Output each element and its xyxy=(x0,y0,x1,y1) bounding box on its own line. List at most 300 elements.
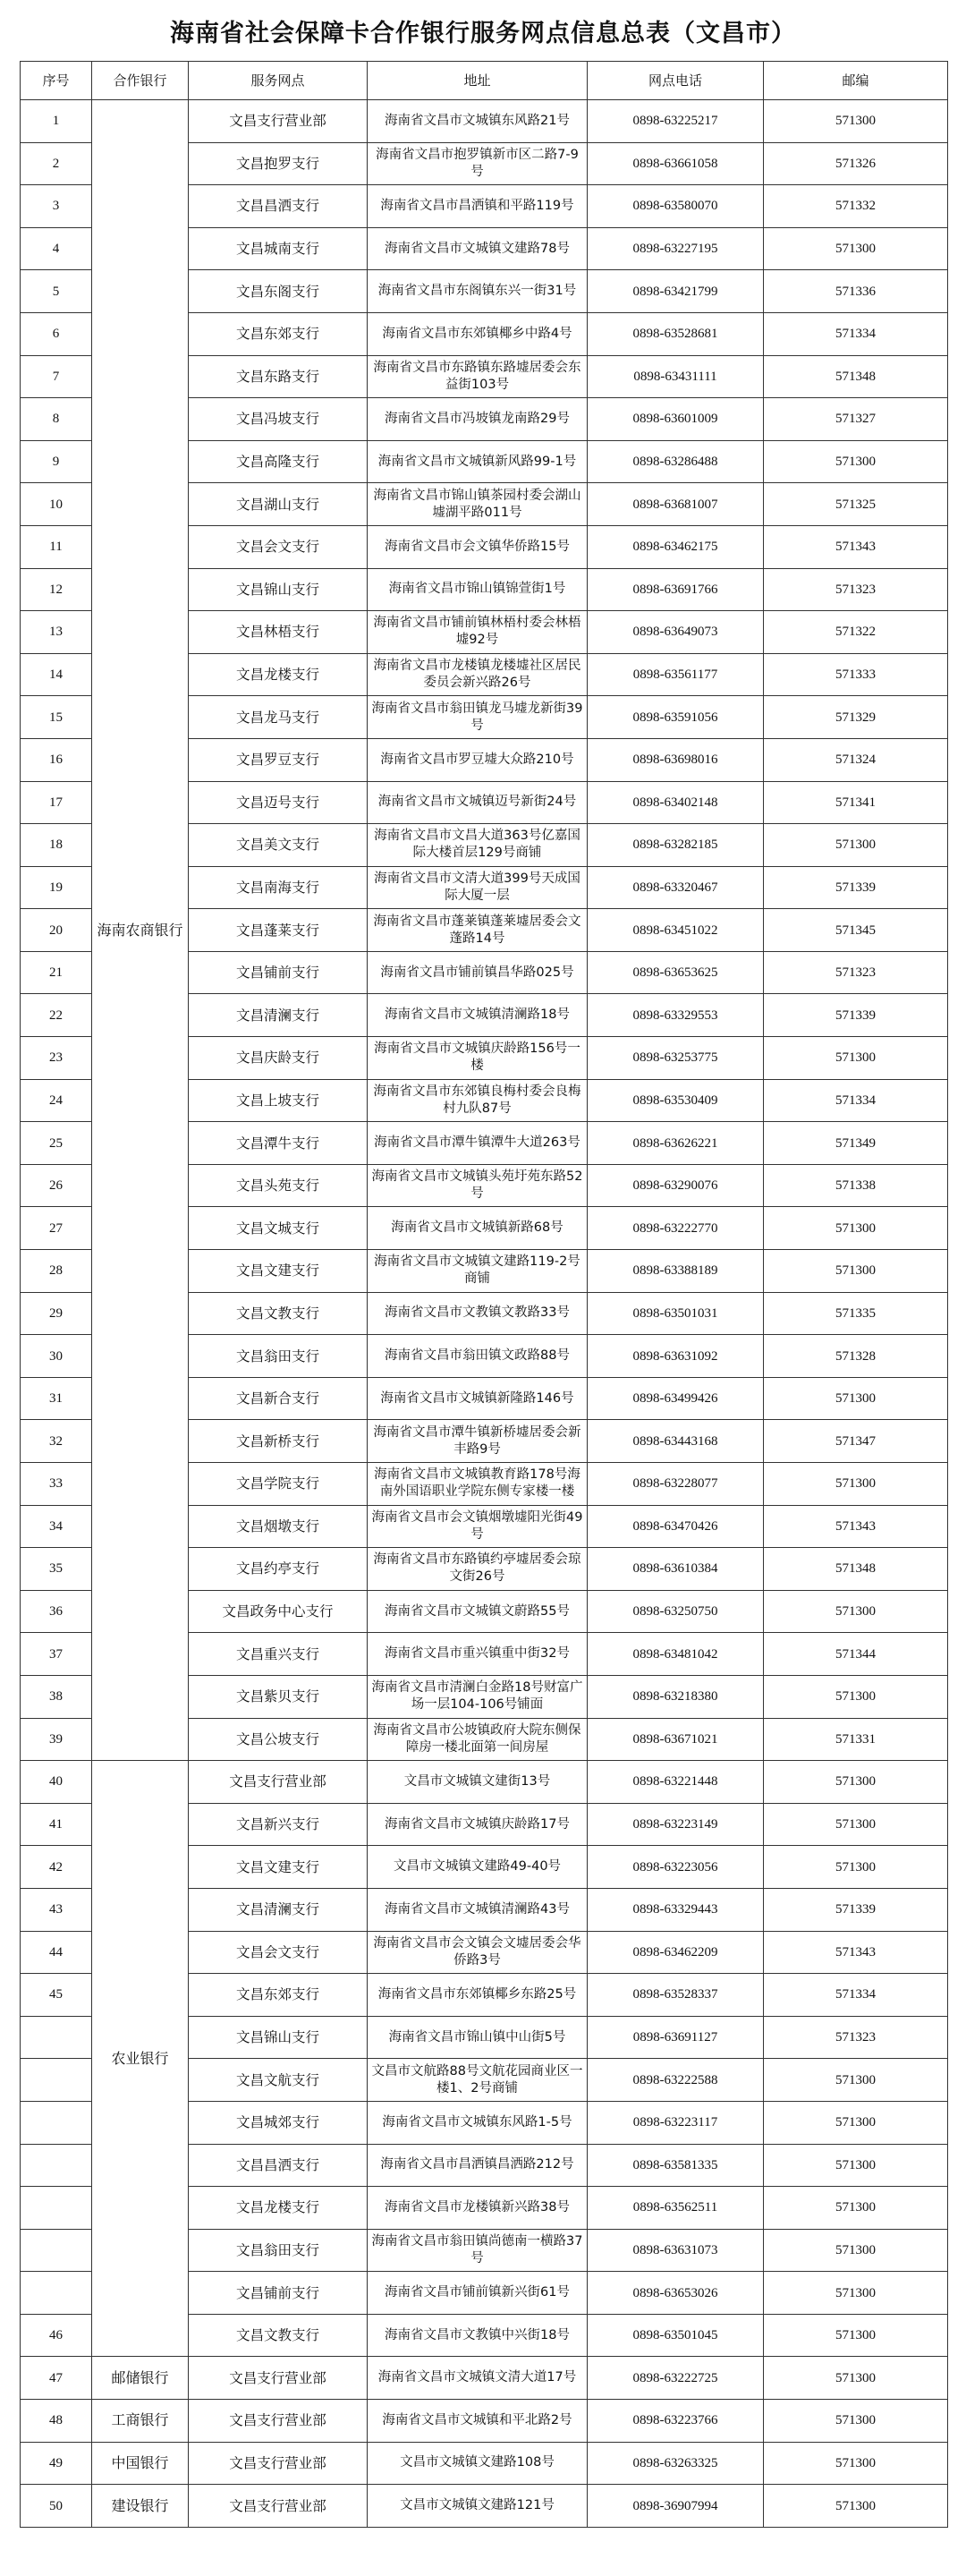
branch-name: 文昌湖山支行 xyxy=(189,483,368,526)
branch-name: 文昌龙楼支行 xyxy=(189,653,368,696)
branch-zipcode: 571300 xyxy=(764,1207,948,1250)
branch-zipcode: 571338 xyxy=(764,1164,948,1207)
bank-name: 邮储银行 xyxy=(92,2357,189,2400)
row-index: 42 xyxy=(21,1846,92,1889)
header-index: 序号 xyxy=(21,62,92,100)
branch-address: 海南省文昌市文城镇新路68号 xyxy=(368,1207,588,1250)
branch-address: 海南省文昌市东郊镇椰乡东路25号 xyxy=(368,1974,588,2017)
branch-address: 海南省文昌市文城镇迈号新街24号 xyxy=(368,781,588,824)
row-index: 13 xyxy=(21,611,92,654)
branch-zipcode: 571336 xyxy=(764,270,948,313)
branch-phone: 0898-63263325 xyxy=(588,2442,764,2485)
branch-phone: 0898-63610384 xyxy=(588,1548,764,1591)
branch-zipcode: 571345 xyxy=(764,909,948,952)
branch-phone: 0898-63562511 xyxy=(588,2187,764,2230)
branch-address: 海南省文昌市铺前镇昌华路025号 xyxy=(368,951,588,994)
row-index: 3 xyxy=(21,185,92,228)
branch-address: 海南省文昌市东郊镇良梅村委会良梅村九队87号 xyxy=(368,1079,588,1122)
row-index: 15 xyxy=(21,696,92,739)
branch-zipcode: 571300 xyxy=(764,1250,948,1293)
branch-address: 海南省文昌市昌洒镇和平路119号 xyxy=(368,185,588,228)
row-index: 43 xyxy=(21,1888,92,1931)
table-row xyxy=(21,2357,948,2400)
branch-address: 海南省文昌市翁田镇文政路88号 xyxy=(368,1335,588,1378)
branch-address: 海南省文昌市文城镇文建路119-2号商铺 xyxy=(368,1250,588,1293)
branch-phone: 0898-63286488 xyxy=(588,440,764,483)
row-index: 37 xyxy=(21,1633,92,1676)
page-title: 海南省社会保障卡合作银行服务网点信息总表（文昌市） xyxy=(170,20,796,47)
row-index: 30 xyxy=(21,1335,92,1378)
branch-name: 文昌约亭支行 xyxy=(189,1548,368,1591)
branch-phone: 0898-63653026 xyxy=(588,2272,764,2315)
branch-address: 海南省文昌市东路镇东路墟居委会东益街103号 xyxy=(368,355,588,398)
branch-address: 海南省文昌市文城镇头苑圩苑东路52号 xyxy=(368,1164,588,1207)
row-index: 21 xyxy=(21,951,92,994)
branch-zipcode: 571300 xyxy=(764,2314,948,2357)
branch-zipcode: 571323 xyxy=(764,568,948,611)
branch-zipcode: 571300 xyxy=(764,100,948,143)
row-index: 44 xyxy=(21,1931,92,1974)
branch-name: 文昌清澜支行 xyxy=(189,1888,368,1931)
branch-phone: 0898-63561177 xyxy=(588,653,764,696)
branch-address: 海南省文昌市文昌大道363号亿嘉国际大楼首层129号商铺 xyxy=(368,824,588,867)
branch-zipcode: 571339 xyxy=(764,1888,948,1931)
branch-address: 海南省文昌市文城镇庆龄路156号一楼 xyxy=(368,1037,588,1080)
branch-zipcode: 571339 xyxy=(764,994,948,1037)
row-index: 10 xyxy=(21,483,92,526)
branch-name: 文昌紫贝支行 xyxy=(189,1675,368,1718)
branch-phone: 0898-63223117 xyxy=(588,2101,764,2144)
header-address: 地址 xyxy=(368,62,588,100)
branch-phone: 0898-63462209 xyxy=(588,1931,764,1974)
row-index: 5 xyxy=(21,270,92,313)
branch-address: 文昌市文城镇文建路108号 xyxy=(368,2442,588,2485)
branch-phone: 0898-63499426 xyxy=(588,1377,764,1420)
branch-phone: 0898-63501045 xyxy=(588,2314,764,2357)
branch-name: 文昌烟墩支行 xyxy=(189,1505,368,1548)
branch-phone: 0898-63481042 xyxy=(588,1633,764,1676)
branch-address: 海南省文昌市罗豆墟大众路210号 xyxy=(368,738,588,781)
branch-zipcode: 571300 xyxy=(764,1377,948,1420)
table-header-row xyxy=(21,62,948,100)
table-row xyxy=(21,2400,948,2443)
branch-name: 文昌学院支行 xyxy=(189,1463,368,1506)
row-index xyxy=(21,2272,92,2315)
row-index: 38 xyxy=(21,1675,92,1718)
branch-phone: 0898-63222725 xyxy=(588,2357,764,2400)
branch-phone: 0898-63691127 xyxy=(588,2016,764,2059)
branch-zipcode: 571300 xyxy=(764,1463,948,1506)
branch-zipcode: 571343 xyxy=(764,1931,948,1974)
bank-name: 海南农商银行 xyxy=(92,100,189,1761)
branch-name: 文昌政务中心支行 xyxy=(189,1590,368,1633)
branch-phone: 0898-63228077 xyxy=(588,1463,764,1506)
branch-phone: 0898-63631073 xyxy=(588,2229,764,2272)
branch-name: 文昌支行营业部 xyxy=(189,2357,368,2400)
branch-zipcode: 571323 xyxy=(764,2016,948,2059)
branch-name: 文昌东路支行 xyxy=(189,355,368,398)
branch-phone: 0898-63528337 xyxy=(588,1974,764,2017)
branch-zipcode: 571300 xyxy=(764,440,948,483)
branch-name: 文昌抱罗支行 xyxy=(189,142,368,185)
branch-name: 文昌东郊支行 xyxy=(189,1974,368,2017)
branch-address: 文昌市文航路88号文航花园商业区一楼1、2号商铺 xyxy=(368,2059,588,2102)
branch-name: 文昌锦山支行 xyxy=(189,2016,368,2059)
branch-phone: 0898-63591056 xyxy=(588,696,764,739)
row-index: 24 xyxy=(21,1079,92,1122)
branch-zipcode: 571322 xyxy=(764,611,948,654)
table-body xyxy=(21,100,948,2528)
row-index xyxy=(21,2059,92,2102)
branch-zipcode: 571325 xyxy=(764,483,948,526)
branch-zipcode: 571300 xyxy=(764,2059,948,2102)
branch-zipcode: 571300 xyxy=(764,2485,948,2528)
branch-address: 海南省文昌市锦山镇中山街5号 xyxy=(368,2016,588,2059)
row-index: 31 xyxy=(21,1377,92,1420)
branch-name: 文昌翁田支行 xyxy=(189,2229,368,2272)
branch-address: 海南省文昌市文城镇清澜路18号 xyxy=(368,994,588,1037)
branch-name: 文昌公坡支行 xyxy=(189,1718,368,1761)
branch-zipcode: 571347 xyxy=(764,1420,948,1463)
branch-zipcode: 571300 xyxy=(764,2229,948,2272)
row-index: 8 xyxy=(21,398,92,441)
branch-name: 文昌锦山支行 xyxy=(189,568,368,611)
branch-address: 海南省文昌市翁田镇龙马墟龙新街39号 xyxy=(368,696,588,739)
branch-address: 海南省文昌市蓬莱镇蓬莱墟居委会文蓬路14号 xyxy=(368,909,588,952)
branch-address: 海南省文昌市文城镇新隆路146号 xyxy=(368,1377,588,1420)
branch-name: 文昌重兴支行 xyxy=(189,1633,368,1676)
branch-address: 海南省文昌市文教镇中兴街18号 xyxy=(368,2314,588,2357)
branch-name: 文昌林梧支行 xyxy=(189,611,368,654)
branch-phone: 0898-63402148 xyxy=(588,781,764,824)
branch-name: 文昌东阁支行 xyxy=(189,270,368,313)
branch-name: 文昌罗豆支行 xyxy=(189,738,368,781)
branch-address: 海南省文昌市锦山镇锦萱街1号 xyxy=(368,568,588,611)
branch-address: 海南省文昌市东阁镇东兴一街31号 xyxy=(368,270,588,313)
branch-name: 文昌城郊支行 xyxy=(189,2101,368,2144)
branch-name: 文昌迈号支行 xyxy=(189,781,368,824)
row-index: 27 xyxy=(21,1207,92,1250)
row-index: 12 xyxy=(21,568,92,611)
row-index: 41 xyxy=(21,1803,92,1846)
row-index: 2 xyxy=(21,142,92,185)
branch-phone: 0898-63222770 xyxy=(588,1207,764,1250)
row-index: 7 xyxy=(21,355,92,398)
branch-address: 海南省文昌市东路镇约亭墟居委会琼文街26号 xyxy=(368,1548,588,1591)
branch-name: 文昌城南支行 xyxy=(189,227,368,270)
branch-zipcode: 571335 xyxy=(764,1292,948,1335)
branch-zipcode: 571300 xyxy=(764,1590,948,1633)
branch-address: 文昌市文城镇文建路49-40号 xyxy=(368,1846,588,1889)
branch-phone: 0898-36907994 xyxy=(588,2485,764,2528)
branch-name: 文昌文建支行 xyxy=(189,1846,368,1889)
row-index: 22 xyxy=(21,994,92,1037)
branch-name: 文昌文城支行 xyxy=(189,1207,368,1250)
branch-zipcode: 571300 xyxy=(764,1675,948,1718)
row-index: 25 xyxy=(21,1122,92,1165)
row-index: 32 xyxy=(21,1420,92,1463)
branch-zipcode: 571300 xyxy=(764,2400,948,2443)
branch-address: 海南省文昌市文城镇文建路78号 xyxy=(368,227,588,270)
table-row xyxy=(21,2442,948,2485)
branch-address: 海南省文昌市文城镇文清大道17号 xyxy=(368,2357,588,2400)
branch-address: 海南省文昌市锦山镇茶园村委会湖山墟湖平路011号 xyxy=(368,483,588,526)
row-index: 33 xyxy=(21,1463,92,1506)
branch-name: 文昌支行营业部 xyxy=(189,2400,368,2443)
row-index: 11 xyxy=(21,525,92,568)
branch-name: 文昌支行营业部 xyxy=(189,100,368,143)
branch-name: 文昌会文支行 xyxy=(189,525,368,568)
row-index: 47 xyxy=(21,2357,92,2400)
branch-address: 海南省文昌市文城镇和平北路2号 xyxy=(368,2400,588,2443)
bank-name: 建设银行 xyxy=(92,2485,189,2528)
branch-zipcode: 571348 xyxy=(764,355,948,398)
branch-zipcode: 571300 xyxy=(764,2187,948,2230)
branch-zipcode: 571334 xyxy=(764,312,948,355)
branch-phone: 0898-63501031 xyxy=(588,1292,764,1335)
branch-zipcode: 571348 xyxy=(764,1548,948,1591)
row-index: 23 xyxy=(21,1037,92,1080)
branch-address: 海南省文昌市文城镇清澜路43号 xyxy=(368,1888,588,1931)
branch-name: 文昌翁田支行 xyxy=(189,1335,368,1378)
row-index: 17 xyxy=(21,781,92,824)
branch-phone: 0898-63431111 xyxy=(588,355,764,398)
branch-name: 文昌上坡支行 xyxy=(189,1079,368,1122)
row-index: 34 xyxy=(21,1505,92,1548)
row-index: 35 xyxy=(21,1548,92,1591)
row-index xyxy=(21,2229,92,2272)
branch-phone: 0898-63698016 xyxy=(588,738,764,781)
branch-phone: 0898-63421799 xyxy=(588,270,764,313)
row-index xyxy=(21,2101,92,2144)
branch-phone: 0898-63388189 xyxy=(588,1250,764,1293)
row-index: 29 xyxy=(21,1292,92,1335)
branch-address: 文昌市文城镇文建路121号 xyxy=(368,2485,588,2528)
branch-name: 文昌昌洒支行 xyxy=(189,2144,368,2187)
branch-zipcode: 571341 xyxy=(764,781,948,824)
branch-address: 海南省文昌市文清大道399号天成国际大厦一层 xyxy=(368,866,588,909)
branch-name: 文昌文航支行 xyxy=(189,2059,368,2102)
branch-address: 海南省文昌市抱罗镇新市区二路7-9号 xyxy=(368,142,588,185)
branch-zipcode: 571300 xyxy=(764,2357,948,2400)
row-index: 16 xyxy=(21,738,92,781)
branch-name: 文昌文建支行 xyxy=(189,1250,368,1293)
row-index: 14 xyxy=(21,653,92,696)
branch-phone: 0898-63581335 xyxy=(588,2144,764,2187)
branch-name: 文昌南海支行 xyxy=(189,866,368,909)
branch-phone: 0898-63329553 xyxy=(588,994,764,1037)
branch-name: 文昌庆龄支行 xyxy=(189,1037,368,1080)
branch-name: 文昌东郊支行 xyxy=(189,312,368,355)
row-index: 50 xyxy=(21,2485,92,2528)
row-index: 48 xyxy=(21,2400,92,2443)
branch-address: 海南省文昌市潭牛镇潭牛大道263号 xyxy=(368,1122,588,1165)
branch-phone: 0898-63653625 xyxy=(588,951,764,994)
branch-phone: 0898-63470426 xyxy=(588,1505,764,1548)
branch-phone: 0898-63671021 xyxy=(588,1718,764,1761)
branch-phone: 0898-63451022 xyxy=(588,909,764,952)
branch-address: 海南省文昌市文城镇东风路21号 xyxy=(368,100,588,143)
branch-name: 文昌美文支行 xyxy=(189,824,368,867)
branch-zipcode: 571300 xyxy=(764,2272,948,2315)
branch-address: 海南省文昌市会文镇烟墩墟阳光街49号 xyxy=(368,1505,588,1548)
branch-phone: 0898-63661058 xyxy=(588,142,764,185)
row-index: 19 xyxy=(21,866,92,909)
branch-zipcode: 571328 xyxy=(764,1335,948,1378)
branch-phone: 0898-63443168 xyxy=(588,1420,764,1463)
row-index xyxy=(21,2016,92,2059)
branch-phone: 0898-63530409 xyxy=(588,1079,764,1122)
header-zipcode: 邮编 xyxy=(764,62,948,100)
branch-name: 文昌龙楼支行 xyxy=(189,2187,368,2230)
branch-address: 海南省文昌市重兴镇重中街32号 xyxy=(368,1633,588,1676)
row-index: 49 xyxy=(21,2442,92,2485)
branch-phone: 0898-63626221 xyxy=(588,1122,764,1165)
branch-zipcode: 571343 xyxy=(764,1505,948,1548)
branch-zipcode: 571323 xyxy=(764,951,948,994)
row-index: 1 xyxy=(21,100,92,143)
branch-name: 文昌新合支行 xyxy=(189,1377,368,1420)
branch-name: 文昌文教支行 xyxy=(189,1292,368,1335)
branch-phone: 0898-63691766 xyxy=(588,568,764,611)
branch-zipcode: 571324 xyxy=(764,738,948,781)
bank-name: 中国银行 xyxy=(92,2442,189,2485)
branch-zipcode: 571300 xyxy=(764,1803,948,1846)
branch-phone: 0898-63681007 xyxy=(588,483,764,526)
branch-zipcode: 571300 xyxy=(764,1761,948,1804)
branch-name: 文昌铺前支行 xyxy=(189,951,368,994)
branch-address: 海南省文昌市昌洒镇昌洒路212号 xyxy=(368,2144,588,2187)
row-index: 26 xyxy=(21,1164,92,1207)
row-index: 20 xyxy=(21,909,92,952)
branch-name: 文昌龙马支行 xyxy=(189,696,368,739)
branch-phone: 0898-63218380 xyxy=(588,1675,764,1718)
row-index: 4 xyxy=(21,227,92,270)
branch-address: 文昌市文城镇文建街13号 xyxy=(368,1761,588,1804)
branch-address: 海南省文昌市会文镇会文墟居委会华侨路3号 xyxy=(368,1931,588,1974)
branch-zipcode: 571300 xyxy=(764,824,948,867)
branch-phone: 0898-63227195 xyxy=(588,227,764,270)
branch-zipcode: 571339 xyxy=(764,866,948,909)
branch-name: 文昌支行营业部 xyxy=(189,2442,368,2485)
branch-phone: 0898-63221448 xyxy=(588,1761,764,1804)
branch-address: 海南省文昌市铺前镇新兴街61号 xyxy=(368,2272,588,2315)
branch-zipcode: 571326 xyxy=(764,142,948,185)
branch-phone: 0898-63580070 xyxy=(588,185,764,228)
branch-phone: 0898-63462175 xyxy=(588,525,764,568)
bank-name: 工商银行 xyxy=(92,2400,189,2443)
row-index: 36 xyxy=(21,1590,92,1633)
row-index: 9 xyxy=(21,440,92,483)
branch-zipcode: 571334 xyxy=(764,1079,948,1122)
branch-address: 海南省文昌市冯坡镇龙南路29号 xyxy=(368,398,588,441)
branch-phone: 0898-63282185 xyxy=(588,824,764,867)
branch-phone: 0898-63223766 xyxy=(588,2400,764,2443)
branch-address: 海南省文昌市文城镇东风路1-5号 xyxy=(368,2101,588,2144)
header-phone: 网点电话 xyxy=(588,62,764,100)
branch-address: 海南省文昌市文城镇教育路178号海南外国语职业学院东侧专家楼一楼 xyxy=(368,1463,588,1506)
branch-address: 海南省文昌市铺前镇林梧村委会林梧墟92号 xyxy=(368,611,588,654)
branch-name: 文昌高隆支行 xyxy=(189,440,368,483)
branch-name: 文昌潭牛支行 xyxy=(189,1122,368,1165)
branch-zipcode: 571300 xyxy=(764,2101,948,2144)
branch-name: 文昌新桥支行 xyxy=(189,1420,368,1463)
branch-address: 海南省文昌市文城镇文蔚路55号 xyxy=(368,1590,588,1633)
table-row xyxy=(21,2485,948,2528)
row-index: 6 xyxy=(21,312,92,355)
branch-name: 文昌文教支行 xyxy=(189,2314,368,2357)
row-index xyxy=(21,2187,92,2230)
table-row xyxy=(21,100,948,143)
branch-name: 文昌新兴支行 xyxy=(189,1803,368,1846)
branch-phone: 0898-63223149 xyxy=(588,1803,764,1846)
branch-address: 海南省文昌市翁田镇尚德南一横路37号 xyxy=(368,2229,588,2272)
branch-phone: 0898-63528681 xyxy=(588,312,764,355)
branch-name: 文昌清澜支行 xyxy=(189,994,368,1037)
branch-name: 文昌支行营业部 xyxy=(189,2485,368,2528)
branch-name: 文昌蓬莱支行 xyxy=(189,909,368,952)
branch-phone: 0898-63320467 xyxy=(588,866,764,909)
branch-name: 文昌昌洒支行 xyxy=(189,185,368,228)
branch-address: 海南省文昌市文教镇文教路33号 xyxy=(368,1292,588,1335)
branch-address: 海南省文昌市会文镇华侨路15号 xyxy=(368,525,588,568)
row-index: 39 xyxy=(21,1718,92,1761)
row-index: 45 xyxy=(21,1974,92,2017)
branch-zipcode: 571300 xyxy=(764,2144,948,2187)
branch-zipcode: 571329 xyxy=(764,696,948,739)
branch-zipcode: 571334 xyxy=(764,1974,948,2017)
table-row xyxy=(21,1761,948,1804)
branch-address: 海南省文昌市东郊镇椰乡中路4号 xyxy=(368,312,588,355)
branch-phone: 0898-63222588 xyxy=(588,2059,764,2102)
row-index: 40 xyxy=(21,1761,92,1804)
branch-address: 海南省文昌市潭牛镇新桥墟居委会新丰路9号 xyxy=(368,1420,588,1463)
row-index xyxy=(21,2144,92,2187)
branch-phone: 0898-63649073 xyxy=(588,611,764,654)
branch-phone: 0898-63290076 xyxy=(588,1164,764,1207)
branch-phone: 0898-63329443 xyxy=(588,1888,764,1931)
branch-phone: 0898-63253775 xyxy=(588,1037,764,1080)
branch-table xyxy=(20,61,948,2528)
branch-zipcode: 571343 xyxy=(764,525,948,568)
branch-zipcode: 571344 xyxy=(764,1633,948,1676)
branch-zipcode: 571300 xyxy=(764,2442,948,2485)
branch-zipcode: 571300 xyxy=(764,1037,948,1080)
branch-address: 海南省文昌市公坡镇政府大院东侧保障房一楼北面第一间房屋 xyxy=(368,1718,588,1761)
branch-phone: 0898-63223056 xyxy=(588,1846,764,1889)
branch-zipcode: 571300 xyxy=(764,1846,948,1889)
branch-name: 文昌支行营业部 xyxy=(189,1761,368,1804)
branch-zipcode: 571331 xyxy=(764,1718,948,1761)
row-index: 46 xyxy=(21,2314,92,2357)
branch-phone: 0898-63631092 xyxy=(588,1335,764,1378)
branch-address: 海南省文昌市清澜白金路18号财富广场一层104-106号铺面 xyxy=(368,1675,588,1718)
branch-name: 文昌会文支行 xyxy=(189,1931,368,1974)
row-index: 28 xyxy=(21,1250,92,1293)
branch-address: 海南省文昌市龙楼镇新兴路38号 xyxy=(368,2187,588,2230)
branch-phone: 0898-63601009 xyxy=(588,398,764,441)
branch-name: 文昌铺前支行 xyxy=(189,2272,368,2315)
bank-name: 农业银行 xyxy=(92,1761,189,2357)
header-bank: 合作银行 xyxy=(92,62,189,100)
branch-zipcode: 571332 xyxy=(764,185,948,228)
branch-address: 海南省文昌市文城镇庆龄路17号 xyxy=(368,1803,588,1846)
row-index: 18 xyxy=(21,824,92,867)
branch-phone: 0898-63250750 xyxy=(588,1590,764,1633)
branch-zipcode: 571300 xyxy=(764,227,948,270)
branch-name: 文昌冯坡支行 xyxy=(189,398,368,441)
branch-address: 海南省文昌市龙楼镇龙楼墟社区居民委员会新兴路26号 xyxy=(368,653,588,696)
